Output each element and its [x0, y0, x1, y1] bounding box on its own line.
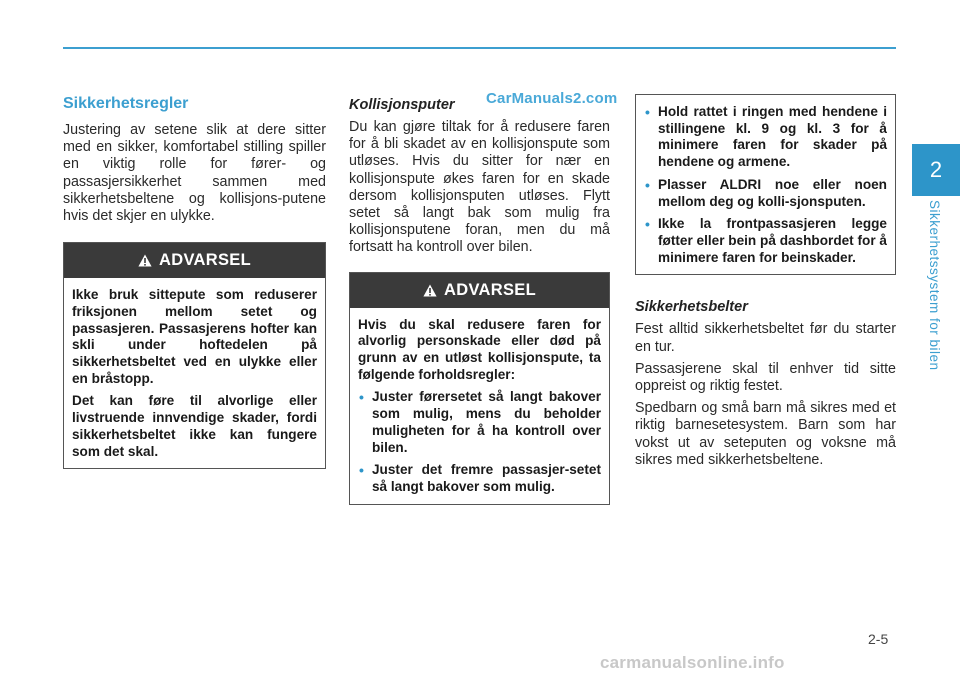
warning-body: [350, 308, 609, 504]
column-1: [63, 92, 326, 469]
safety-rules-paragraph: Justering av setene slik at dere sitter med en sikker, komfortabel stilling spiller en viktig rolle for fører- og passasjersikkerhet sammen med sikkerhetsbeltene og kollisjons-putene hvis det skjer en ulykke.: [63, 122, 326, 225]
chapter-tab: 2: [912, 144, 960, 196]
warning-text: Hvis du skal redusere faren for alvorlig personskade eller død på grunn av en utløst kollisjonspute, ta følgende forholdsregler:: [358, 316, 601, 382]
list-item: [644, 216, 887, 266]
warning-title: ADVARSEL: [159, 251, 251, 270]
warning-triangle-icon: [138, 254, 152, 267]
bullet-icon: •: [359, 389, 364, 406]
list-item-text: Hold rattet i ringen med hendene i stillingene kl. 9 og kl. 3 for å minimere faren for skader på hendene og armene.: [658, 104, 887, 170]
list-item-text: Juster førersetet så langt bakover som mulig, mens du beholder muligheten for å ha kontroll over bilen.: [372, 389, 601, 455]
warning-text: Det kan føre til alvorlige eller livstruende innvendige skader, fordi sikkerhetsbeltet ikke kan fungere som det skal.: [72, 393, 317, 459]
section-heading-airbags: Kollisjonsputer: [349, 97, 455, 113]
warning-triangle-icon: [423, 284, 437, 297]
warning-list: [358, 389, 601, 495]
seatbelts-paragraph: Fest alltid sikkerhetsbeltet før du starter en tur.: [635, 321, 896, 355]
warning-header: [64, 243, 325, 278]
list-item: [644, 177, 887, 210]
list-item-text: Juster det fremre passasjer-setet så langt bakover som mulig.: [372, 462, 601, 494]
list-item-text: Ikke la frontpassasjeren legge føtter eller bein på dashbordet for å minimere faren for beinskader.: [658, 216, 887, 265]
airbags-paragraph: Du kan gjøre tiltak for å redusere faren for å bli skadet av en kollisjonspute som utløses. Hvis du sitter for nær en kollisjonspute økes faren for en skade dersom kollisjonsputen utløses. Flytt setet så langt bak som mulig fra kollisjonsputene foran, men du må fortsatt ha kontroll over bilen.: [349, 119, 610, 256]
warning-title: ADVARSEL: [444, 280, 536, 299]
column-2: [349, 92, 610, 505]
column-3: [635, 94, 896, 469]
bullet-icon: •: [645, 176, 650, 193]
watermark-link[interactable]: CarManuals2.com: [486, 90, 618, 107]
warning-text: Ikke bruk sittepute som reduserer friksjonen mellom setet og passasjeren. Passasjerens hofter kan skli under hoftedelen på sikkerhetsbeltet ved en ulykke eller en bråstopp.: [72, 287, 317, 386]
seatbelts-paragraph: Spedbarn og små barn må sikres med et riktig barnesetesystem. Barn som har vokst ut av seteputen og voksne må sikres med sikkerhetsbeltene.: [635, 400, 896, 468]
section-heading-seatbelts: Sikkerhetsbelter: [635, 299, 748, 316]
page-number: 2-5: [868, 631, 889, 647]
list-item: [358, 462, 601, 495]
list-item: [358, 389, 601, 456]
chapter-title: Sikkerhetssystem for bilen: [927, 200, 942, 371]
warning-body: [636, 95, 895, 274]
header-rule: [63, 47, 896, 49]
bullet-icon: •: [645, 216, 650, 233]
bullet-icon: •: [359, 462, 364, 479]
bullet-icon: •: [645, 104, 650, 120]
footer-watermark[interactable]: carmanualsonline.info: [600, 653, 785, 672]
list-item-text: Plasser ALDRI noe eller noen mellom deg og kolli-sjonsputen.: [658, 176, 887, 209]
section-heading-safety-rules: Sikkerhetsregler: [63, 95, 189, 112]
warning-box-seat-cushion: [63, 242, 326, 469]
list-item: [644, 104, 887, 171]
warning-body: [64, 278, 325, 468]
warning-box-airbag: [349, 272, 610, 505]
warning-box-continued: [635, 94, 896, 275]
warning-list: [644, 104, 887, 266]
warning-header: [350, 273, 609, 308]
seatbelts-paragraph: Passasjerene skal til enhver tid sitte oppreist og riktig festet.: [635, 360, 896, 394]
